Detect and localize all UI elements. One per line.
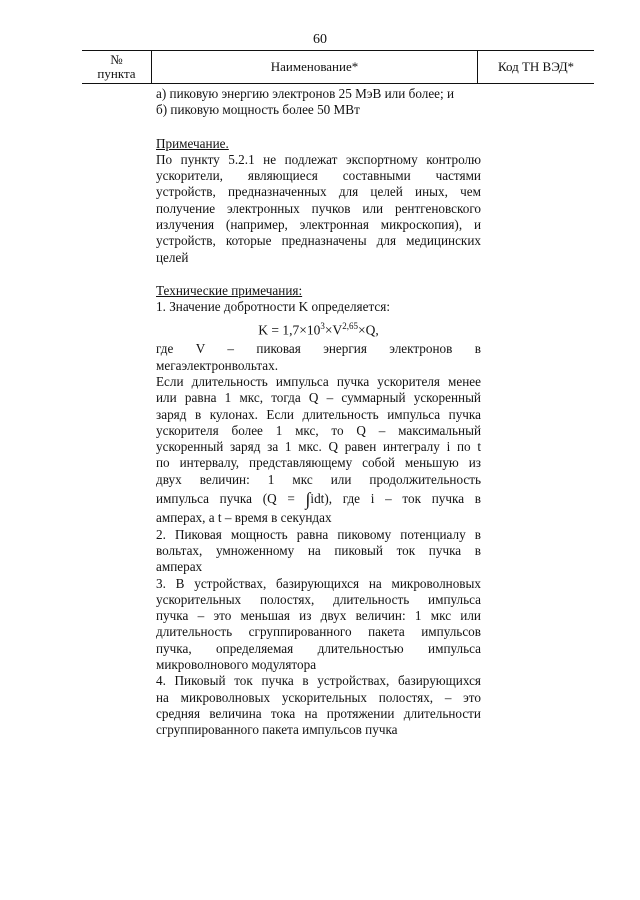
text-line: ускорителя более 1 мкс, то Q – максимальный bbox=[156, 422, 481, 438]
q-factor-formula bbox=[156, 318, 481, 339]
header-cell-item-number bbox=[82, 51, 152, 83]
text-line: где V – пиковая энергия электронов в bbox=[156, 341, 481, 357]
text-line: вольтах, умноженному на пиковый ток пучка в bbox=[156, 542, 481, 558]
text-line: или равна 1 мкс, тогда Q – суммарный ускоренный bbox=[156, 390, 481, 406]
note-line: По пункту 5.2.1 не подлежат экспортному контролю bbox=[156, 151, 481, 167]
tech-notes-title: Технические примечания: bbox=[156, 282, 303, 298]
note-line: получение электронных пучков или рентгеновского bbox=[156, 200, 481, 216]
text-line: двух величин: 1 мкс или продолжительность bbox=[156, 471, 481, 487]
page-number: 60 bbox=[313, 32, 327, 47]
spacer bbox=[156, 266, 481, 283]
note-line: устройств, которые предназначены для медицинских bbox=[156, 233, 481, 249]
formula-exponent: 2,65 bbox=[342, 320, 358, 331]
integral-sign: ∫ bbox=[305, 489, 311, 510]
text-line: амперах, а t – время в секундах bbox=[156, 510, 332, 526]
text-line: сгруппированного пакета импульсов пучка bbox=[156, 722, 398, 738]
header-cell-code: Код ТН ВЭД* bbox=[497, 59, 575, 74]
note-title: Примечание. bbox=[156, 135, 229, 151]
text-line: 3. В устройствах, базирующихся на микроволновых bbox=[156, 575, 481, 591]
note-line: устройств, предназначенных для целей иных, чем bbox=[156, 184, 481, 200]
text-line: мегаэлектронвольтах. bbox=[156, 357, 279, 373]
note-line: ускорители, являющиеся составными частями bbox=[156, 168, 481, 184]
text-line: амперах bbox=[156, 559, 203, 575]
item-a: а) пиковую энергию электронов 25 МэВ или более; и bbox=[156, 86, 455, 101]
note-text bbox=[156, 152, 481, 266]
text-fragment: idt), где i – ток пучка в bbox=[310, 491, 481, 507]
header-number-sign: № bbox=[110, 52, 123, 67]
text-line: длительность сгруппированного пакета импульсов bbox=[156, 624, 481, 640]
note-line: целей bbox=[156, 249, 189, 265]
tech-note-1-text bbox=[156, 341, 481, 526]
table-header bbox=[82, 50, 594, 84]
text-line: по интервалу, представляющему собой меньшую из bbox=[156, 455, 481, 471]
formula-exponent: 3 bbox=[320, 320, 325, 331]
header-cell-name: Наименование* bbox=[152, 51, 478, 83]
header-item-label: пункта bbox=[97, 66, 136, 81]
document-body bbox=[156, 86, 481, 738]
note-line: излучения (например, электронная микроскопия), и bbox=[156, 217, 481, 233]
text-line: средняя величина тока на протяжении длительности bbox=[156, 705, 481, 721]
formula-part: K = 1,7×10 bbox=[258, 322, 321, 338]
text-line: на микроволновых ускорительных полостях, – это bbox=[156, 689, 481, 705]
text-line: 4. Пиковый ток пучка в устройствах, базирующихся bbox=[156, 673, 481, 689]
text-line: микроволнового модулятора bbox=[156, 657, 317, 672]
text-line: ускоренный заряд за 1 мкс. Q равен интегралу i по t bbox=[156, 439, 481, 455]
formula-part: ×Q, bbox=[357, 322, 379, 338]
text-line: пучка – это меньшая из двух величин: 1 мкс или bbox=[156, 608, 481, 624]
text-line: ускорительных полостях, длительность импульса bbox=[156, 591, 481, 607]
formula-part: ×V bbox=[324, 322, 343, 338]
tech-note-3-text bbox=[156, 576, 481, 674]
spacer bbox=[156, 119, 481, 136]
item-b: б) пиковую мощность более 50 МВт bbox=[156, 102, 360, 118]
tech-note-1-intro: 1. Значение добротности K определяется: bbox=[156, 299, 390, 315]
tech-note-2-text bbox=[156, 527, 481, 576]
text-line: Если длительность импульса пучка ускорителя менее bbox=[156, 373, 481, 389]
text-line-with-integral bbox=[156, 489, 481, 510]
text-line: заряд в кулонах. Если длительность импульса пучка bbox=[156, 406, 481, 422]
tech-note-4-text bbox=[156, 673, 481, 738]
text-line: 2. Пиковая мощность равна пиковому потенциалу в bbox=[156, 526, 481, 542]
text-fragment: импульса пучка (Q = bbox=[156, 491, 306, 507]
text-line: пучка, определяемая длительностью импульса bbox=[156, 640, 481, 656]
